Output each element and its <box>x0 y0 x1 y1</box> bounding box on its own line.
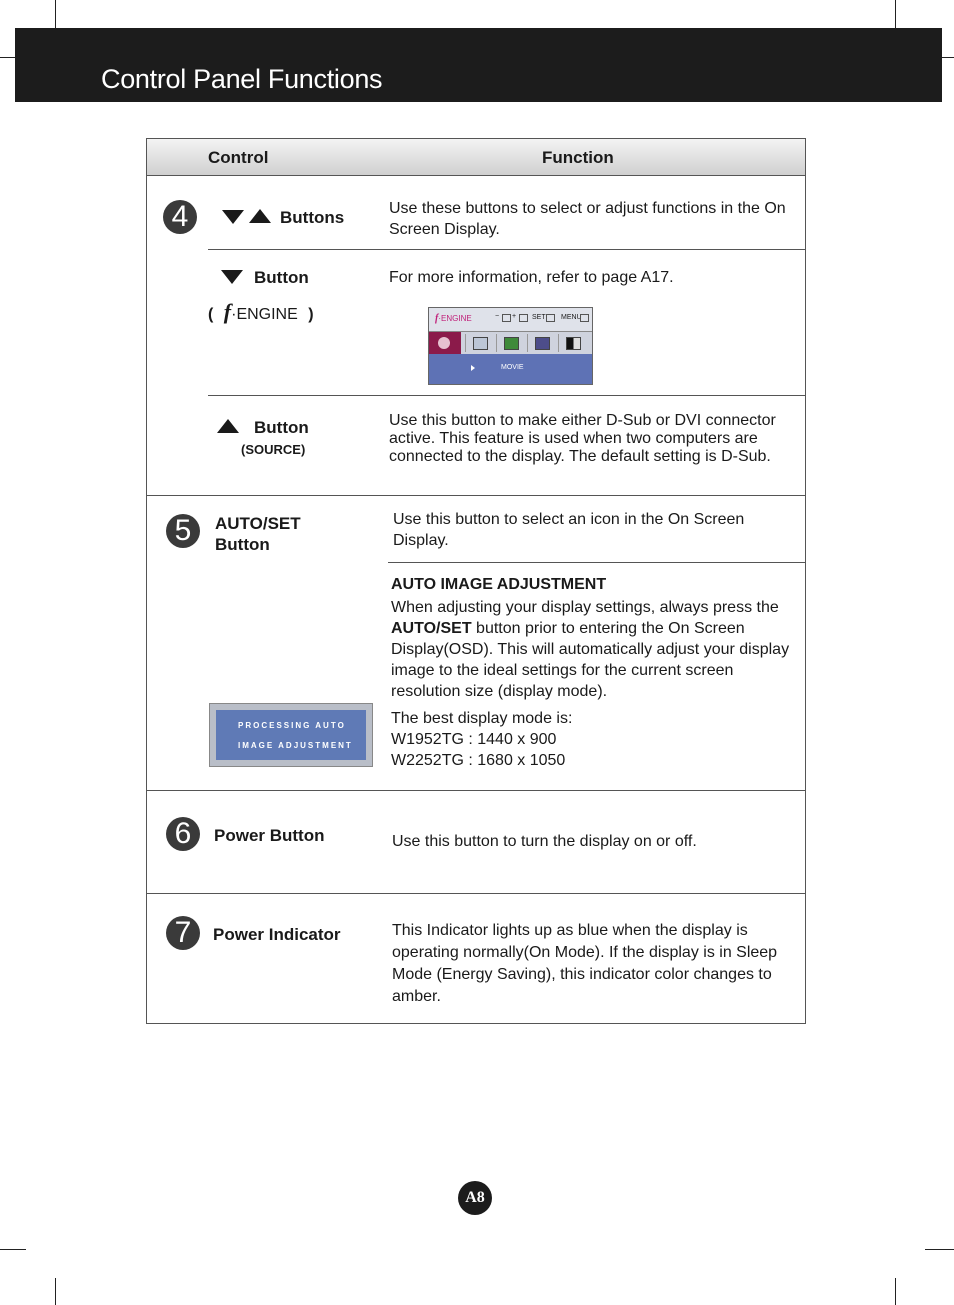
processing-message-image <box>209 703 373 767</box>
row-divider <box>147 790 805 791</box>
power-button-label: Power Button <box>214 826 325 845</box>
page-title: Control Panel Functions <box>101 64 383 94</box>
crop-mark <box>55 0 56 28</box>
row-divider <box>208 395 805 396</box>
osd-top-bar <box>429 308 592 332</box>
fengine-osd-image <box>428 307 593 385</box>
buttons-description: Use these buttons to select or adjust functions in the On Screen Display. <box>389 200 786 238</box>
header-bar <box>15 28 942 102</box>
row-number-badge: 6 <box>166 817 200 851</box>
up-button-label: Button <box>254 418 309 437</box>
down-arrow-icon <box>222 210 244 224</box>
mode-w1952tg: W1952TG : 1440 x 900 <box>391 731 557 748</box>
best-mode-label: The best display mode is: <box>391 710 573 727</box>
autoset-description: Use this button to select an icon in the On Screen Display. <box>393 511 745 549</box>
osd-mode-label: MOVIE <box>501 364 524 371</box>
osd-photo-icon <box>504 337 519 350</box>
table-header <box>147 139 805 176</box>
processing-line1: PROCESSING AUTO <box>238 721 346 730</box>
osd-icon-cell <box>558 334 587 352</box>
crop-mark <box>925 1249 954 1250</box>
row-number-badge: 7 <box>166 916 200 950</box>
autoset-label-line2: Button <box>215 535 270 554</box>
power-indicator-description: This Indicator lights up as blue when the display is operating normally(On Mode). If the display is in Sleep Mode (Energy Saving), this indicator color changes to amber. <box>392 922 778 1005</box>
osd-menu-label: MENU <box>561 314 582 321</box>
osd-selected-cell <box>429 332 461 354</box>
osd-icon-row <box>429 332 592 354</box>
osd-user-icon <box>535 337 550 350</box>
down-button-label: Button <box>254 268 309 287</box>
aia-text-bold: AUTO/SET <box>391 620 472 637</box>
mode-w2252tg: W2252TG : 1680 x 1050 <box>391 752 566 769</box>
row-number-badge: 4 <box>163 200 197 234</box>
power-indicator-label: Power Indicator <box>213 925 341 944</box>
crop-mark <box>940 57 954 58</box>
up-arrow-icon <box>249 209 271 223</box>
processing-message-panel <box>216 710 366 760</box>
crop-mark <box>895 0 896 28</box>
row-divider <box>388 562 805 563</box>
crop-mark <box>0 1249 26 1250</box>
row-divider <box>147 893 805 894</box>
fengine-paren-close: ) <box>308 306 314 323</box>
aia-title: AUTO IMAGE ADJUSTMENT <box>391 576 607 593</box>
crop-mark <box>895 1278 896 1305</box>
osd-minus-key-icon <box>502 314 511 322</box>
osd-minus-label: − <box>495 313 500 320</box>
osd-plus-key-icon <box>519 314 528 322</box>
osd-menu-key-icon <box>580 314 589 322</box>
osd-set-key-icon <box>546 314 555 322</box>
row-divider <box>147 495 805 496</box>
osd-play-icon <box>471 365 475 371</box>
crop-mark <box>55 1278 56 1305</box>
osd-icon-cell <box>527 334 556 352</box>
fengine-label <box>208 299 314 325</box>
aia-paragraph <box>391 597 796 702</box>
osd-icon-cell <box>465 334 494 352</box>
osd-plus-label: + <box>512 313 517 320</box>
page-number-badge: A8 <box>458 1181 492 1215</box>
up-arrow-icon <box>217 419 239 433</box>
fengine-paren-open: ( <box>208 306 214 323</box>
crop-mark <box>0 57 15 58</box>
osd-set-label: SET <box>532 314 546 321</box>
down-arrow-icon <box>221 270 243 284</box>
osd-icon-cell <box>496 334 525 352</box>
aia-text-pre: When adjusting your display settings, always press the <box>391 599 779 616</box>
power-button-description: Use this button to turn the display on or off. <box>392 833 697 850</box>
aia-text-post: button prior to entering the On Screen Display(OSD). This will automatically adjust your display image to the ideal settings for the current screen resolution size (display mode). <box>391 620 790 700</box>
osd-normal-icon <box>566 337 581 350</box>
osd-internet-icon <box>473 337 488 350</box>
header-function: Function <box>542 148 614 167</box>
processing-line2: IMAGE ADJUSTMENT <box>238 741 353 750</box>
buttons-label: Buttons <box>280 208 345 227</box>
fengine-f-logo: f <box>223 299 232 324</box>
control-table <box>146 138 806 1024</box>
row-divider <box>208 249 805 250</box>
header-control: Control <box>208 148 269 167</box>
down-button-description: For more information, refer to page A17. <box>389 269 674 286</box>
up-button-description: Use this button to make either D-Sub or DVI connector active. This feature is used when two computers are connected to the display. The default setting is D-Sub. <box>389 412 776 465</box>
osd-brand-text: ·ENGINE <box>438 314 472 323</box>
osd-bottom-bar <box>429 354 592 384</box>
source-label: (SOURCE) <box>241 442 306 457</box>
osd-movie-icon <box>438 337 450 349</box>
osd-brand-f: f <box>435 313 439 324</box>
autoset-label-line1: AUTO/SET <box>215 514 301 533</box>
osd-brand <box>435 313 472 324</box>
row-number-badge: 5 <box>166 514 200 548</box>
fengine-text: ·ENGINE <box>231 306 298 323</box>
